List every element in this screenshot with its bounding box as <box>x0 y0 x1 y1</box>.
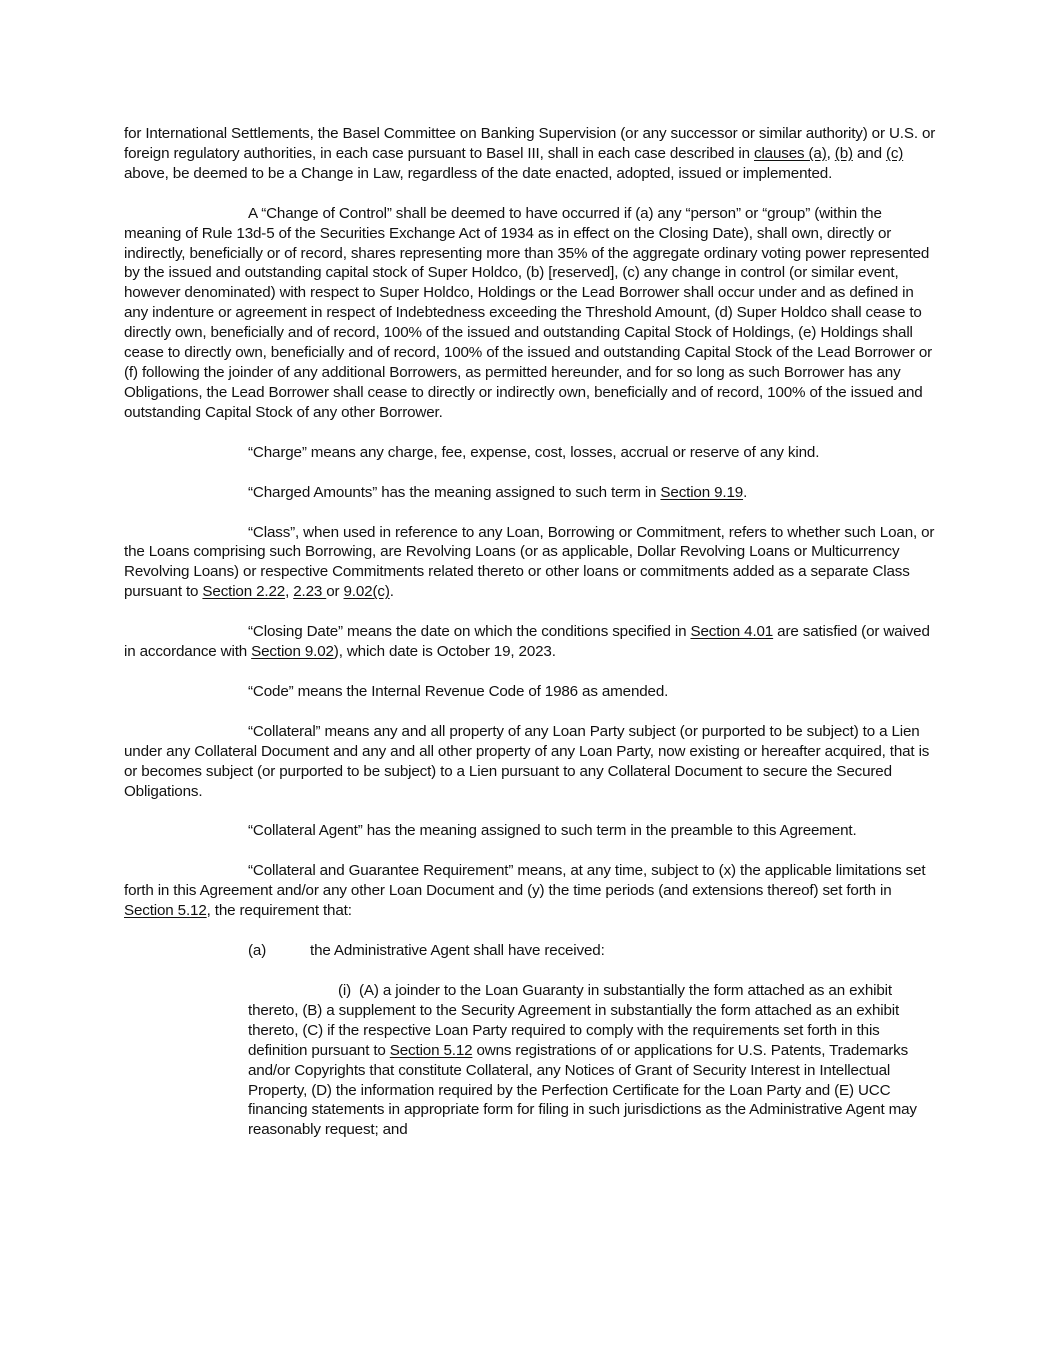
section-9-02c-reference[interactable]: 9.02(c) <box>343 583 390 601</box>
definition-collateral-and-guarantee-requirement: “Collateral and Guarantee Requirement” means, at any time, subject to (x) the applicable limitations set forth in this Agreement and/or any other Loan Document and (y) the time periods (and extensions thereof) set forth in Section 5.12, the requirement that: <box>124 862 926 920</box>
clauses-a-reference[interactable]: clauses (a) <box>754 144 827 162</box>
section-9-02-reference[interactable]: Section 9.02 <box>251 643 334 661</box>
definition-closing-date: “Closing Date” means the date on which the conditions specified in Section 4.01 are satisfied (or waived in accordance with Section 9.02), which date is October 19, 2023. <box>124 623 930 661</box>
section-5-12-reference-2[interactable]: Section 5.12 <box>389 1041 473 1059</box>
clause-a: (a) the Administrative Agent shall have received: <box>248 942 605 960</box>
section-5-12-reference[interactable]: Section 5.12 <box>124 902 207 920</box>
clause-a-label: (a) <box>248 942 267 960</box>
section-9-19-reference[interactable]: Section 9.19 <box>660 483 744 501</box>
section-4-01-reference[interactable]: Section 4.01 <box>690 623 774 641</box>
definition-charge: “Charge” means any charge, fee, expense, cost, losses, accrual or reserve of any kind. <box>248 443 820 461</box>
definition-collateral-agent: “Collateral Agent” has the meaning assigned to such term in the preamble to this Agreement. <box>248 822 857 840</box>
clause-i: (i) (A) a joinder to the Loan Guaranty in substantially the form attached as an exhibit thereto, (B) a supplement to the Security Agreement in substantially the form attached as an exhibit thereto, (C) if the respective Loan Party required to comply with the requirements set forth in this definition pursuant to Section 5.12 owns registrations of or applications for U.S. Patents, Trademarks and/or Copyrights that constitute Collateral, any Notices of Grant of Security Interest in Intellectual Property, (D) the information required by the Perfection Certificate for the Loan Party and (E) UCC financing statements in appropriate form for filing in such jurisdictions as the Administrative Agent may reasonably request; and <box>248 982 917 1139</box>
definition-charged-amounts: “Charged Amounts” has the meaning assigned to such term in Section 9.19. <box>248 483 748 501</box>
clause-c-reference[interactable]: (c) <box>885 144 904 162</box>
definition-class: “Class”, when used in reference to any Loan, Borrowing or Commitment, refers to whether such Loan, or the Loans comprising such Borrowing, are Revolving Loans (or as applicable, Dollar Revolving Loans or Multicurrency Revolving Loans) or respective Commitments related thereto or other loans or commitments added as a separate Class pursuant to Section 2.22, 2.23 or 9.02(c). <box>124 523 935 601</box>
section-2-23-reference[interactable]: 2.23 <box>293 583 327 601</box>
document-page <box>124 124 936 1160</box>
clause-b-reference[interactable]: (b) <box>834 144 853 162</box>
paragraph-change-in-law-continuation: for International Settlements, the Basel Committee on Banking Supervision (or any successor or similar authority) or U.S. or foreign regulatory authorities, in each case pursuant to Basel III, shall in each case described in clauses (a), (b) and (c) above, be deemed to be a Change in Law, regardless of the date enacted, adopted, issued or implemented. <box>124 125 936 182</box>
clause-i-label: (i) <box>338 982 352 999</box>
section-2-22-reference[interactable]: Section 2.22 <box>202 583 286 601</box>
definition-code: “Code” means the Internal Revenue Code of 1986 as amended. <box>248 682 669 700</box>
definition-collateral: “Collateral” means any and all property of any Loan Party subject (or purported to be subject) to a Lien under any Collateral Document and any and all other property of any Loan Party, now existing or hereafter acquired, that is or becomes subject (or purported to be subject) to a Lien pursuant to any Collateral Document to secure the Secured Obligations. <box>124 722 930 800</box>
definition-change-of-control: A “Change of Control” shall be deemed to have occurred if (a) any “person” or “group” (within the meaning of Rule 13d-5 of the Securities Exchange Act of 1934 as in effect on the Closing Date), shall own, directly or indirectly, beneficially or of record, shares representing more than 35% of the aggregate ordinary voting power represented by the issued and outstanding capital stock of Super Holdco, (b) [reserved], (c) any change in control (or similar event, however denominated) with respect to Super Holdco, Holdings or the Lead Borrower shall occur under and as defined in any indenture or agreement in respect of Indebtedness exceeding the Threshold Amount, (d) Super Holdco shall cease to directly own, beneficially and of record, 100% of the issued and outstanding Capital Stock of Holdings, (e) Holdings shall cease to directly own, beneficially and of record, 100% of the issued and outstanding Capital Stock of the Lead Borrower or (f) following the joinder of any additional Borrowers, as permitted hereunder, and for so long as such Borrower has any Obligations, the Lead Borrower shall cease to directly or indirectly own, beneficially and of record, 100% of the issued and outstanding Capital Stock of any other Borrower. <box>124 204 933 421</box>
